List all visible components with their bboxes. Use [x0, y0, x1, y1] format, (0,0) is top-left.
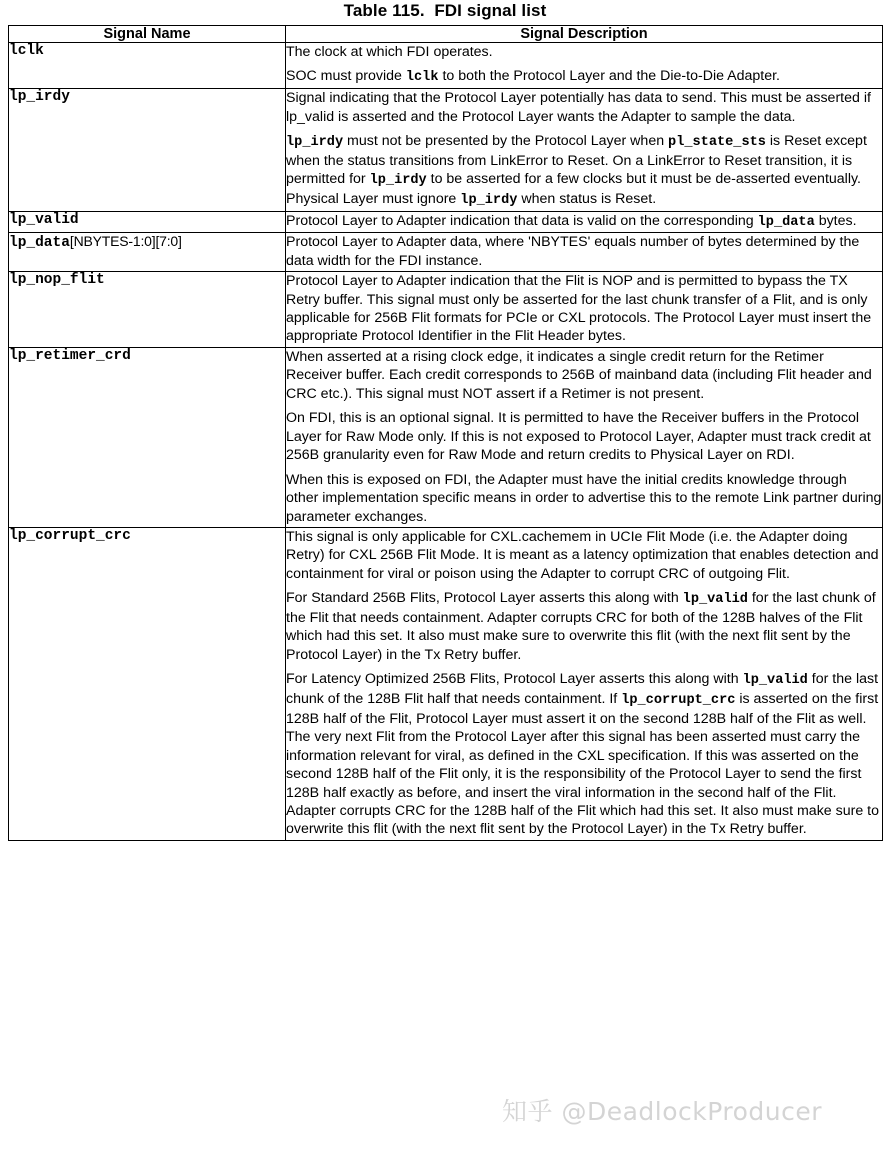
- table-row: [9, 233, 883, 272]
- signal-name-text: lp_nop_flit: [9, 272, 105, 289]
- description-paragraph: Signal indicating that the Protocol Layer potentially has data to send. This must be asserted if lp_valid is asserted and the Protocol Layer wants the Adapter to sample the data.: [286, 90, 871, 125]
- table-header: [9, 26, 883, 43]
- signal-name-text: lp_corrupt_crc: [9, 527, 131, 544]
- table-row: [9, 347, 883, 527]
- signal-name-cell: [9, 347, 286, 527]
- table-row: [9, 89, 883, 211]
- signal-description-cell: [286, 233, 883, 272]
- table-row: [9, 527, 883, 840]
- signal-description-cell: [286, 89, 883, 211]
- signal-name-text: lp_retimer_crd: [9, 347, 131, 364]
- signal-description-cell: [286, 347, 883, 527]
- table-header-row: [9, 26, 883, 43]
- signal-name-cell: [9, 89, 286, 211]
- table-caption-label: Table 115.: [343, 1, 425, 20]
- signal-name-cell: [9, 233, 286, 272]
- signal-name-cell: [9, 43, 286, 89]
- signal-description-cell: [286, 43, 883, 89]
- description-paragraph: The clock at which FDI operates.: [286, 44, 493, 60]
- watermark: 知乎 @DeadlockProducer: [502, 1097, 823, 1126]
- signal-name-cell: [9, 527, 286, 840]
- signal-name-suffix: [NBYTES-1:0][7:0]: [69, 233, 182, 250]
- signal-name-cell: [9, 272, 286, 348]
- signal-name-text: lp_data: [9, 235, 70, 252]
- description-paragraph: When this is exposed on FDI, the Adapter must have the initial credits knowledge through other implementation specific means in order to advertise this to the remote Link partner during parameter exchanges.: [286, 471, 882, 525]
- table-row: [9, 43, 883, 89]
- description-paragraph: On FDI, this is an optional signal. It is permitted to have the Receiver buffers in the Protocol Layer for Raw Mode only. If this is not exposed to Protocol Layer, Adapter must track credit at 256B granularity even for Raw Mode and return credits to Physical Layer on RDI.: [286, 410, 871, 464]
- description-paragraph: For Latency Optimized 256B Flits, Protocol Layer asserts this along with lp_valid for the last chunk of the 128B Flit half that needs containment. If lp_corrupt_crc is asserted on the first 128B half of the Flit, Protocol Layer must assert it on the second 128B half of the Flit as well. The very next Flit from the Protocol Layer after this signal has been asserted must carry the information relevant for viral, as defined in the CXL specification. If this was asserted on the second 128B half of the Flit only, it is the responsibility of the Protocol Layer to send the first 128B half exactly as before, and insert the viral information in the second half of the Flit. Adapter corrupts CRC for the 128B half of the Flit which had this set. It also must make sure to overwrite this flit (with the next flit sent by the Protocol Layer) in the Tx Retry buffer.: [286, 671, 879, 838]
- table-body: [9, 43, 883, 841]
- fdi-signal-list-table: [8, 25, 883, 841]
- signal-description-cell: [286, 272, 883, 348]
- description-paragraph: SOC must provide lclk to both the Protocol Layer and the Die-to-Die Adapter.: [286, 68, 780, 86]
- column-header-signal-name: Signal Name: [9, 26, 286, 43]
- description-paragraph: When asserted at a rising clock edge, it indicates a single credit return for the Retimer Receiver buffer. Each credit corresponds to 256B of mainband data (including Flit header and CRC etc.). This signal must NOT assert if a Retimer is not present.: [286, 348, 872, 402]
- description-paragraph: Protocol Layer to Adapter data, where 'NBYTES' equals number of bytes determined by the data width for the FDI instance.: [286, 234, 860, 269]
- signal-name-text: lp_irdy: [9, 89, 70, 106]
- table-row: [9, 272, 883, 348]
- signal-description-cell: [286, 527, 883, 840]
- description-paragraph: Protocol Layer to Adapter indication that the Flit is NOP and is permitted to bypass the TX Retry buffer. This signal must only be asserted for the last chunk transfer of a Flit, and is only applicable for 256B Flit formats for PCIe or CXL protocols. The Protocol Layer must insert the appropriate Protocol Identifier in the Flit Header bytes.: [286, 273, 872, 345]
- table-row: [9, 211, 883, 233]
- column-header-signal-description: Signal Description: [286, 26, 883, 43]
- description-paragraph: For Standard 256B Flits, Protocol Layer asserts this along with lp_valid for the last chunk of the Flit that needs containment. Adapter corrupts CRC for both of the 128B halves of the Flit which had this set. It also must make sure to overwrite this flit (with the next flit sent by the Protocol Layer) in the Tx Retry buffer.: [286, 590, 876, 663]
- description-paragraph: Protocol Layer to Adapter indication that data is valid on the corresponding lp_data bytes.: [286, 212, 857, 230]
- signal-name-text: lp_valid: [9, 211, 79, 228]
- description-paragraph: lp_irdy must not be presented by the Protocol Layer when pl_state_sts is Reset except when the status transitions from LinkError to Reset. On a LinkError to Reset transition, it is permitted for lp_irdy to be asserted for a few clocks but it must be de-asserted eventually. Physical Layer must ignore lp_irdy when status is Reset.: [286, 133, 867, 208]
- signal-description-cell: [286, 211, 883, 233]
- table-caption: [0, 0, 890, 25]
- signal-name-cell: [9, 211, 286, 233]
- table-caption-title: FDI signal list: [434, 1, 547, 20]
- signal-name-text: lclk: [9, 43, 44, 59]
- description-paragraph: This signal is only applicable for CXL.cachemem in UCIe Flit Mode (i.e. the Adapter doing Retry) for CXL 256B Flit Mode. It is meant as a latency optimization that enables detection and containment for viral or poison using the Adapter to corrupt CRC of outgoing Flit.: [286, 528, 879, 582]
